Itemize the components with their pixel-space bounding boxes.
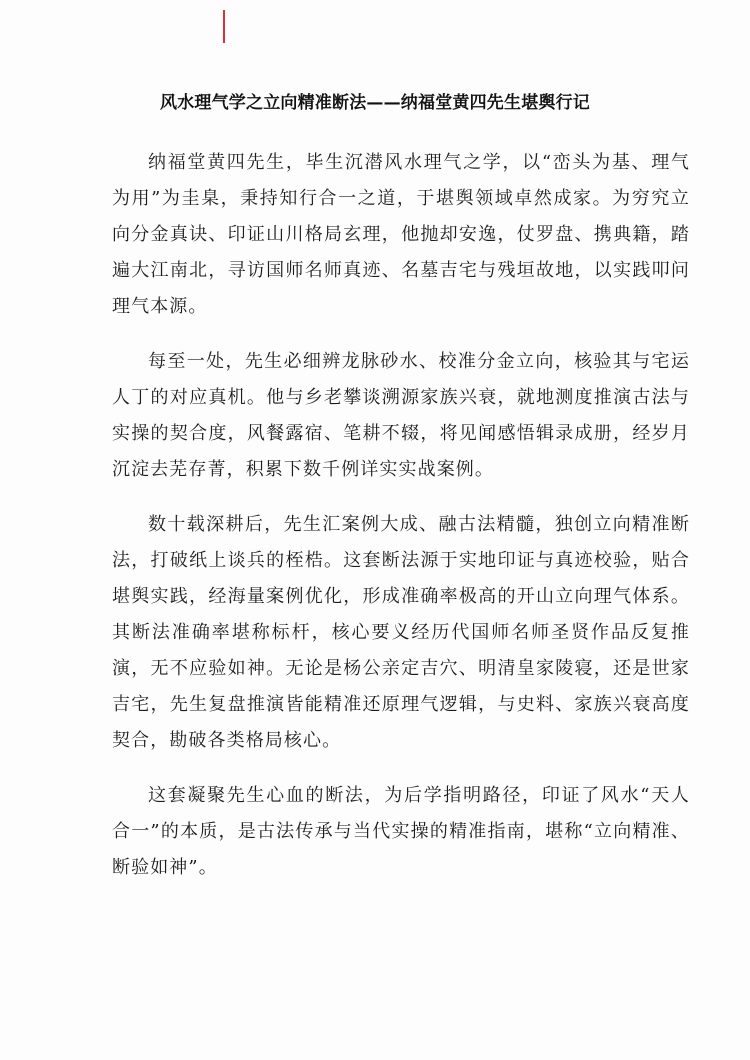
document-title: 风水理气学之立向精准断法——纳福堂黄四先生堪舆行记 [160, 93, 590, 113]
paragraph-1: 纳福堂黄四先生，毕生沉潜风水理气之学，以“峦头为基、理气为用”为圭臬，秉持知行合一之道，于堪舆领域卓然成家。为穷究立向分金真诀、印证山川格局玄理，他抛却安逸，仗罗盘、携典籍，踏遍大江南北，寻访国师名师真迹、名墓吉宅与残垣故地，以实践叩问理气本源。 [112, 152, 690, 317]
red-margin-mark [223, 10, 225, 43]
paragraph-2: 每至一处，先生必细辨龙脉砂水、校准分金立向，核验其与宅运人丁的对应真机。他与乡老攀谈溯源家族兴衰，就地测度推演古法与实操的契合度，风餐露宿、笔耕不辍，将见闻感悟辑录成册，经岁月沉淀去芜存菁，积累下数千例详实实战案例。 [112, 351, 690, 480]
paragraph-3: 数十载深耕后，先生汇案例大成、融古法精髓，独创立向精准断法，打破纸上谈兵的桎梏。这套断法源于实地印证与真迹校验，贴合堪舆实践，经海量案例优化，形成准确率极高的开山立向理气体系。其断法准确率堪称标杆，核心要义经历代国师名师圣贤作品反复推演，无不应验如神。无论是杨公亲定吉穴、明清皇家陵寝，还是世家吉宅，先生复盘推演皆能精准还原理气逻辑，与史料、家族兴衰高度契合，勘破各类格局核心。 [112, 514, 690, 751]
paragraph-4: 这套凝聚先生心血的断法，为后学指明路径，印证了风水“天人合一”的本质，是古法传承与当代实操的精准指南，堪称“立向精准、断验如神”。 [112, 785, 690, 878]
document-body [112, 145, 690, 905]
